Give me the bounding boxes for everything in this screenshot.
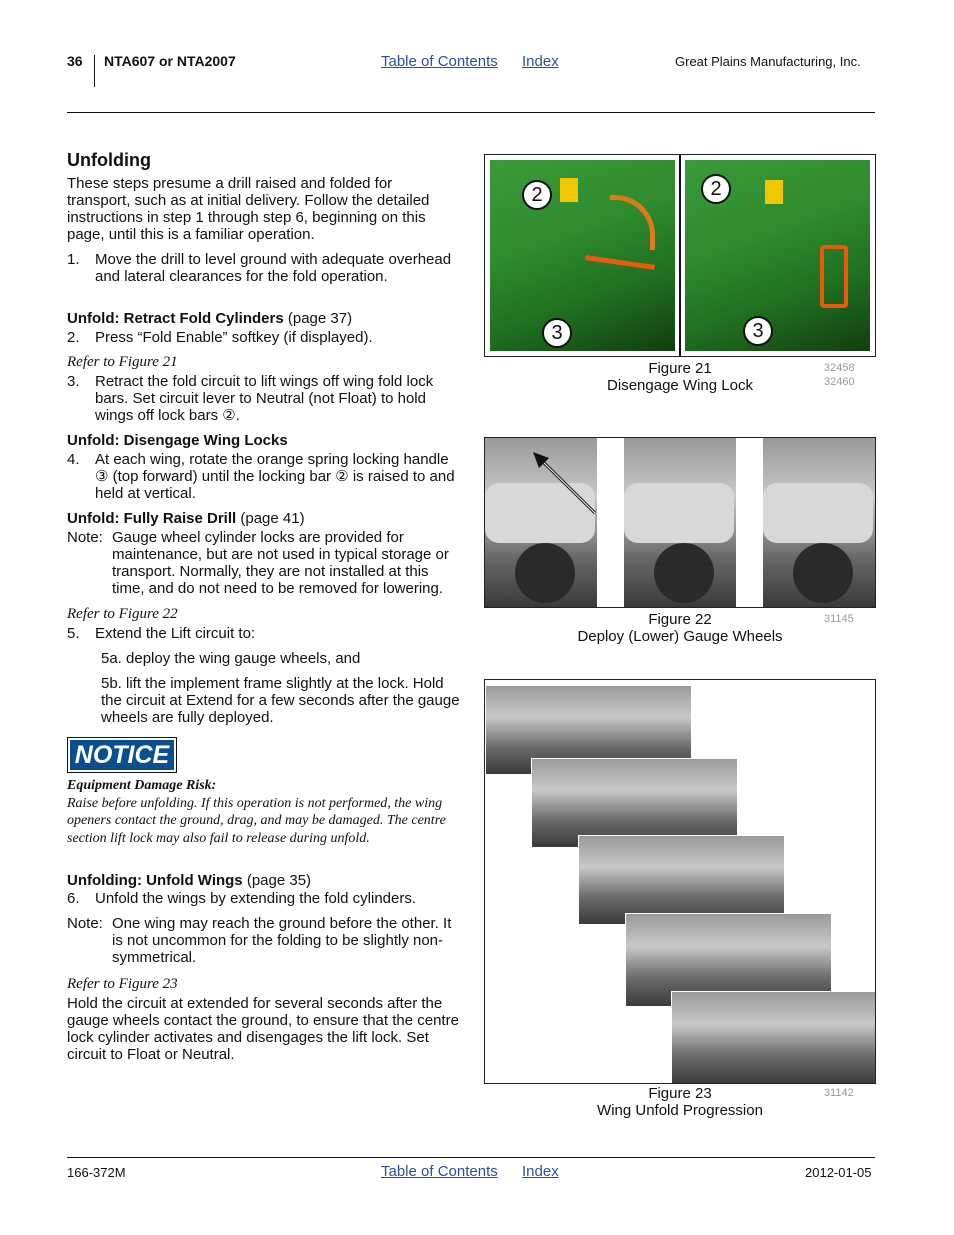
figure-22-caption [560, 611, 800, 645]
step-2 [67, 329, 457, 346]
toc-link-header[interactable]: Table of Contents [381, 53, 498, 70]
doc-title: NTA607 or NTA2007 [104, 53, 236, 69]
figure-23-caption [560, 1085, 800, 1119]
page-reference: (page 35) [246, 872, 312, 889]
subheading-title: Unfold: Disengage Wing Locks [67, 432, 288, 449]
page-reference: (page 37) [287, 310, 353, 327]
notice-badge [67, 737, 177, 773]
step-4 [67, 451, 457, 502]
step-number: 3. [67, 373, 80, 390]
orange-handle [820, 245, 848, 308]
section-title: Unfolding [67, 150, 151, 170]
figure-label: Figure 21 [648, 360, 712, 377]
step-number: 5. [67, 625, 80, 642]
figure-23-frame [484, 679, 876, 1084]
subheading-disengage-locks [67, 432, 288, 449]
figure-title: Deploy (Lower) Gauge Wheels [577, 628, 783, 645]
notice-text: Raise before unfolding. If this operation is not performed, the wing openers contact the ground, drag, and may be damaged. The centre section lift lock may also fail to release during unfold. [67, 796, 446, 846]
step-number: 4. [67, 451, 80, 468]
step-text: At each wing, rotate the orange spring locking handle ③ (top forward) until the locking bar ② is raised to and held at vertical. [95, 451, 455, 502]
unfold-step-photo-5 [671, 991, 876, 1084]
tank [624, 483, 734, 543]
step-number: 6. [67, 890, 80, 907]
step-3 [67, 373, 457, 424]
subheading-title: Unfolding: Unfold Wings [67, 872, 243, 889]
figure-label: Figure 22 [648, 611, 712, 628]
tire [515, 543, 575, 603]
subheading-title: Unfold: Fully Raise Drill [67, 510, 237, 527]
figure-title: Disengage Wing Lock [607, 377, 753, 394]
figure-22-id: 31145 [824, 613, 854, 625]
notice-risk: Equipment Damage Risk: [67, 778, 217, 793]
company-name: Great Plains Manufacturing, Inc. [675, 54, 861, 69]
step-5a: 5a. deploy the wing gauge wheels, and [101, 650, 361, 667]
step-1 [67, 251, 457, 285]
figure-21-frame [484, 154, 876, 357]
figure-21-caption [560, 360, 800, 394]
photo-divider [679, 155, 681, 356]
revision-date: 2012-01-05 [805, 1165, 872, 1180]
note-text: One wing may reach the ground before the other. It is not uncommon for the folding to be slightly non-symmetrical. [112, 915, 452, 966]
callout-2: 2 [701, 174, 731, 204]
closing-paragraph: Hold the circuit at extended for several seconds after the gauge wheels contact the ground, to ensure that the centre lock cylinder activates and disengages the lift lock. Set circuit to Float or Neutral. [67, 995, 459, 1063]
notice-badge-inner [70, 740, 174, 770]
step-text: Press “Fold Enable” softkey (if displayed). [95, 329, 373, 346]
header-divider [94, 55, 95, 87]
page-reference: (page 41) [240, 510, 305, 527]
note-label: Note: [67, 529, 103, 546]
notice-label: NOTICE [74, 741, 170, 769]
note-gauge-wheel [67, 529, 462, 597]
pointer-arrow-icon [525, 448, 605, 518]
tank [763, 483, 873, 543]
subheading-unfold-wings [67, 872, 311, 889]
intro-paragraph: These steps presume a drill raised and folded for transport, such as at initial delivery. Follow the detailed instructions in step 1 through step 6, beginning on this page, until this is a familiar operation. [67, 175, 430, 243]
index-link-header[interactable]: Index [522, 53, 559, 70]
note-wing-nonsymmetric [67, 915, 462, 966]
step-text: Move the drill to level ground with adequate overhead and lateral clearances for the fold operation. [95, 251, 452, 285]
figure-title: Wing Unfold Progression [597, 1102, 763, 1119]
index-link-footer[interactable]: Index [522, 1163, 559, 1180]
unfold-step-photo-3 [578, 835, 785, 925]
figure-21-id [824, 361, 855, 389]
step-5 [67, 625, 457, 642]
doc-number: 166-372M [67, 1165, 126, 1180]
photo-id: 32460 [824, 376, 855, 388]
tire [793, 543, 853, 603]
gauge-wheel-photo-3 [763, 438, 875, 607]
rotation-arrow-icon [610, 195, 655, 250]
step-number: 2. [67, 329, 80, 346]
step-5b: 5b. lift the implement frame slightly at the lock. Hold the circuit at Extend for a few seconds after the gauge wheels are fully deployed. [101, 675, 460, 726]
wing-lock-photo-right [685, 160, 870, 351]
callout-2: 2 [522, 180, 552, 210]
warning-decal-icon [560, 178, 578, 202]
subheading-title: Unfold: Retract Fold Cylinders [67, 310, 284, 327]
orange-handle [585, 255, 655, 270]
refer-figure-21: Refer to Figure 21 [67, 354, 178, 370]
note-text: Gauge wheel cylinder locks are provided for maintenance, but are not used in typical storage or transport. Normally, they are not installed at this time, and do not need to be removed for lowering. [112, 529, 449, 597]
refer-figure-22: Refer to Figure 22 [67, 606, 178, 622]
step-number: 1. [67, 251, 80, 268]
subheading-retract-fold [67, 310, 352, 327]
page-number: 36 [67, 53, 83, 69]
step-text: Extend the Lift circuit to: [95, 625, 256, 642]
refer-figure-23: Refer to Figure 23 [67, 976, 178, 992]
figure-22-frame [484, 437, 876, 608]
gauge-wheel-photo-2 [624, 438, 736, 607]
toc-link-footer[interactable]: Table of Contents [381, 1163, 498, 1180]
step-text: Retract the fold circuit to lift wings off wing fold lock bars. Set circuit lever to Neutral (not Float) to hold wings off lock bars ②. [95, 373, 434, 424]
figure-label: Figure 23 [648, 1085, 712, 1102]
note-label: Note: [67, 915, 103, 932]
figure-23-id: 31142 [824, 1087, 854, 1099]
tire [654, 543, 714, 603]
photo-id: 32458 [824, 362, 855, 374]
warning-decal-icon [765, 180, 783, 204]
callout-3: 3 [743, 316, 773, 346]
subheading-raise-drill [67, 510, 305, 527]
header-rule [67, 112, 875, 113]
callout-3: 3 [542, 318, 572, 348]
wing-lock-photo-left [490, 160, 675, 351]
step-text: Unfold the wings by extending the fold cylinders. [95, 890, 417, 907]
footer-rule [67, 1157, 875, 1158]
step-6 [67, 890, 457, 907]
